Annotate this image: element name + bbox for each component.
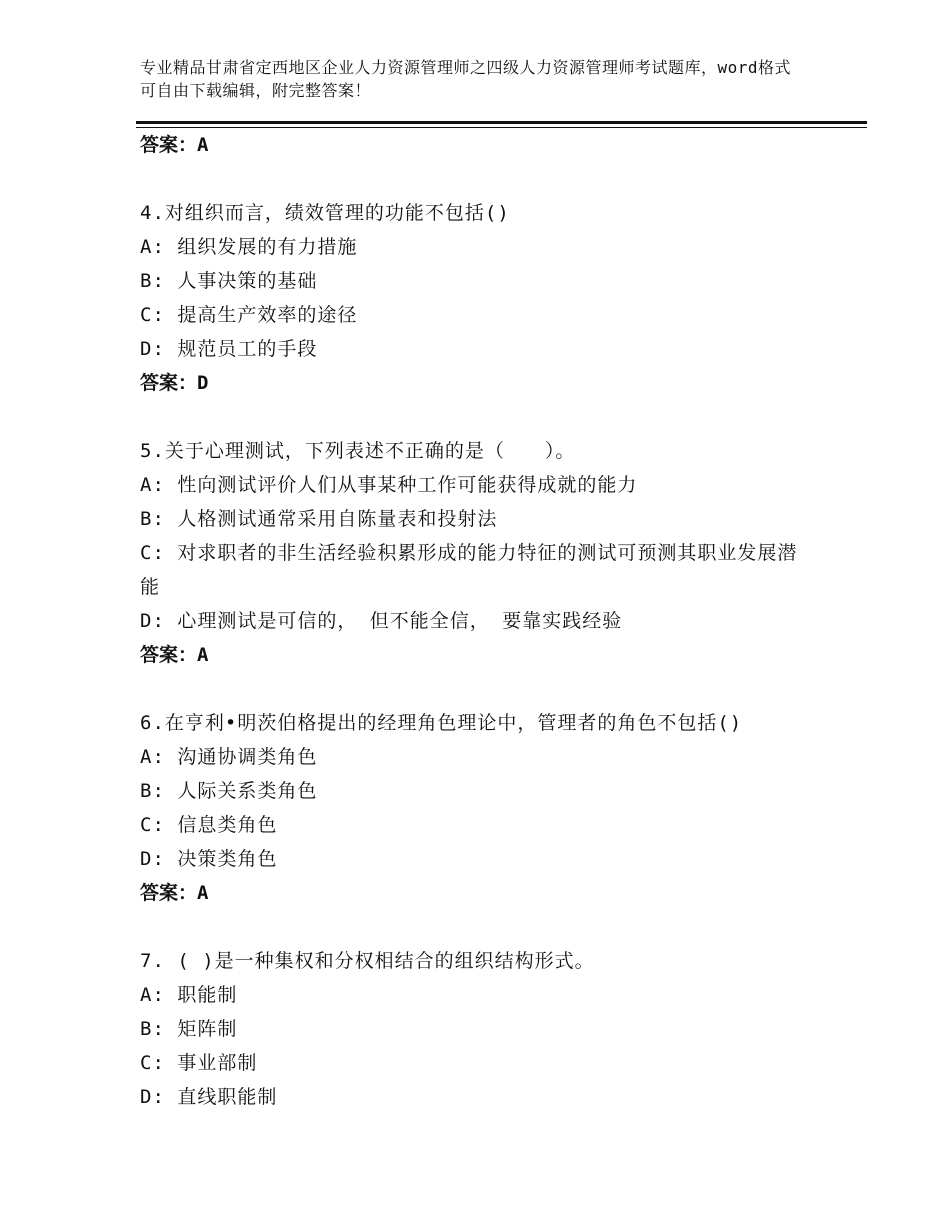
option-c: C: 对求职者的非生活经验积累形成的能力特征的测试可预测其职业发展潜能 — [140, 542, 798, 598]
page-header-title: 专业精品甘肃省定西地区企业人力资源管理师之四级人力资源管理师考试题库，word格式可自由下载编辑，附完整答案！ — [140, 58, 792, 100]
question-stem: 5.关于心理测试，下列表述不正确的是（ ）。 — [140, 440, 576, 462]
header-rule-thick — [136, 121, 867, 124]
question-block — [140, 944, 840, 1114]
question-stem: 6.在亨利•明茨伯格提出的经理角色理论中，管理者的角色不包括() — [140, 712, 743, 734]
answer-line: 答案：D — [140, 372, 209, 394]
option-b: B: 人格测试通常采用自陈量表和投射法 — [140, 508, 498, 530]
question-stem: 4.对组织而言，绩效管理的功能不包括() — [140, 202, 510, 224]
option-d: D: 直线职能制 — [140, 1086, 278, 1108]
question-content — [140, 128, 840, 1114]
option-c: C: 事业部制 — [140, 1052, 258, 1074]
option-d: D: 心理测试是可信的， 但不能全信， 要靠实践经验 — [140, 610, 623, 632]
option-c: C: 提高生产效率的途径 — [140, 304, 358, 326]
answer-line: 答案：A — [140, 134, 209, 156]
option-a: A: 性向测试评价人们从事某种工作可能获得成就的能力 — [140, 474, 638, 496]
question-block — [140, 706, 840, 910]
option-a: A: 组织发展的有力措施 — [140, 236, 358, 258]
question-stem: 7. ( )是一种集权和分权相结合的组织结构形式。 — [140, 950, 595, 972]
question-block — [140, 196, 840, 400]
option-a: A: 职能制 — [140, 984, 238, 1006]
option-d: D: 规范员工的手段 — [140, 338, 318, 360]
answer-line: 答案：A — [140, 882, 209, 904]
answer-line: 答案：A — [140, 644, 209, 666]
question-block — [140, 434, 840, 672]
option-a: A: 沟通协调类角色 — [140, 746, 318, 768]
option-b: B: 人际关系类角色 — [140, 780, 318, 802]
option-c: C: 信息类角色 — [140, 814, 278, 836]
option-b: B: 人事决策的基础 — [140, 270, 318, 292]
option-b: B: 矩阵制 — [140, 1018, 238, 1040]
option-d: D: 决策类角色 — [140, 848, 278, 870]
